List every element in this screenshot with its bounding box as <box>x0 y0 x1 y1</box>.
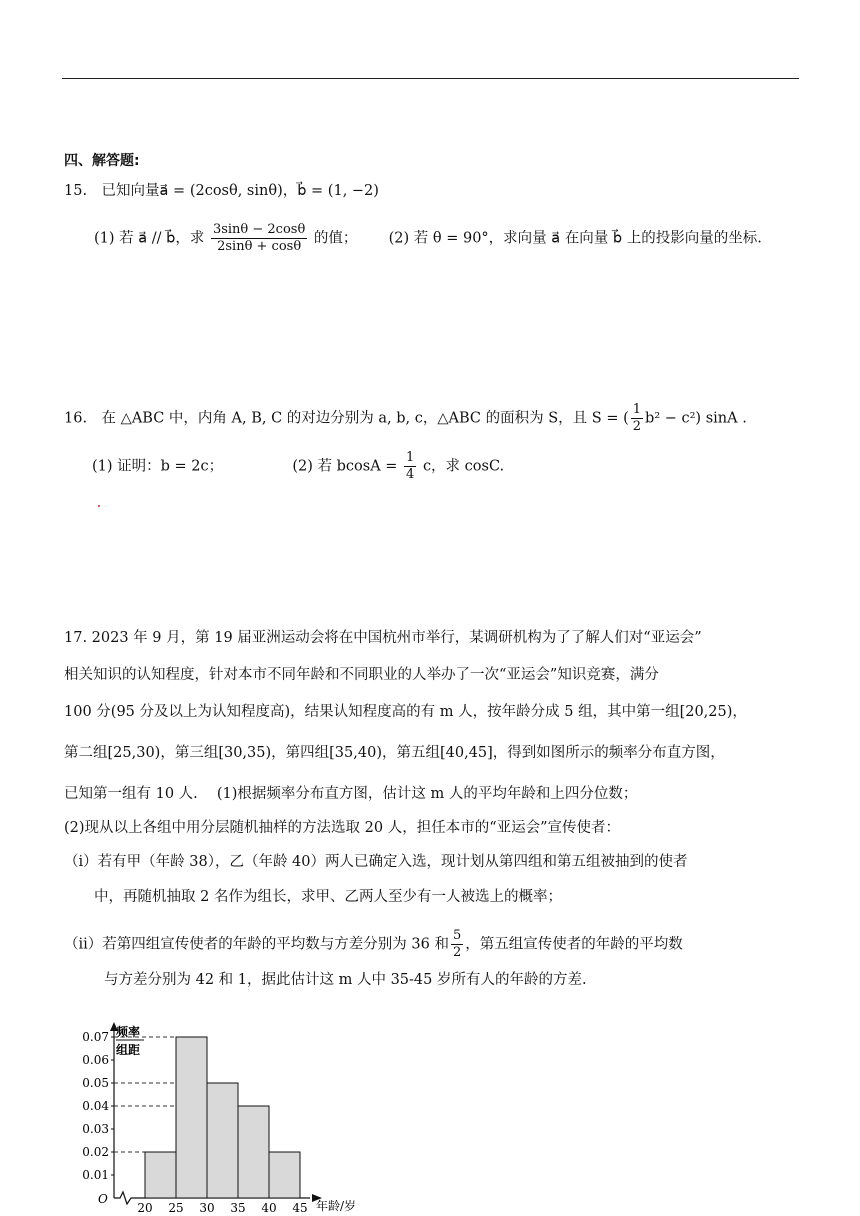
y-tick-label: 0.01 <box>82 1168 109 1182</box>
histogram-bar <box>238 1106 269 1198</box>
histogram-bar <box>207 1083 238 1198</box>
histogram-bar <box>145 1152 176 1198</box>
q17-line-9-frac-den: 2 <box>452 945 462 960</box>
q16-part2-b: c，求 cosC. <box>422 458 505 475</box>
y-label-top: 频率 <box>116 1025 141 1039</box>
q16-part1: (1) 证明：b = 2c； <box>92 458 224 475</box>
q17-line-8: 中，再随机抽取 2 名作为组长，求甲、乙两人至少有一人被选上的概率； <box>94 889 562 905</box>
y-tick-label: 0.06 <box>82 1053 109 1067</box>
x-axis-label: 年龄/岁 <box>316 1199 357 1213</box>
red-mark <box>98 505 100 507</box>
q16-stem-a: 16. 在 △ABC 中，内角 A, B, C 的对边分别为 a, b, c，△ABC 的面积为 S，且 S = ( <box>64 410 629 427</box>
x-tick-label: 25 <box>168 1201 184 1214</box>
q17-line-3: 100 分(95 分及以上为认知程度高)，结果认知程度高的有 m 人，按年龄分成 5 组，其中第一组[20,25)， <box>64 704 747 720</box>
q15-part2: (2) 若 θ = 90°，求向量 a⃗ 在向量 b⃗ 上的投影向量的坐标. <box>388 230 762 247</box>
x-tick-label: 35 <box>230 1201 246 1214</box>
q17-line-9 <box>64 928 683 961</box>
y-tick-label: 0.04 <box>82 1099 109 1113</box>
y-tick-label: 0.05 <box>82 1076 109 1090</box>
header-rule <box>62 78 799 79</box>
q17-line-7: （i）若有甲（年龄 38），乙（年龄 40）两人已确定入选，现计划从第四组和第五组被抽到的使者 <box>64 854 688 870</box>
q16-stem <box>64 402 747 435</box>
q16-stem-fraction <box>631 402 643 435</box>
q17-line-9-a: （ii）若第四组宣传使者的年龄的平均数与方差分别为 36 和 <box>64 936 449 953</box>
x-tick-label: 40 <box>261 1201 277 1214</box>
q17-line-9-fraction <box>451 928 463 961</box>
x-tick-label: 30 <box>199 1201 215 1214</box>
q16-part2-frac-den: 4 <box>406 467 415 482</box>
q17-line-6: (2)现从以上各组中用分层随机抽样的方法选取 20 人，担任本市的“亚运会”宣传使者： <box>64 820 621 836</box>
q15-stem: 15. 已知向量a⃗ = (2cosθ, sinθ)，b⃗ = (1, −2) <box>64 183 379 199</box>
histogram-marks <box>82 1030 307 1214</box>
q16-stem-frac-den: 2 <box>632 419 642 434</box>
y-tick-label: 0.03 <box>82 1122 109 1136</box>
q17-line-5: 已知第一组有 10 人. (1)根据频率分布直方图，估计这 m 人的平均年龄和上四分位数； <box>64 786 638 802</box>
q17-line-2: 相关知识的认知程度，针对本市不同年龄和不同职业的人举办了一次“亚运会”知识竞赛，满分 <box>64 667 659 683</box>
origin-label: O <box>98 1192 108 1206</box>
q15-part1-prefix: (1) 若 a⃗ // b⃗，求 <box>94 230 205 247</box>
q17-line-4: 第二组[25,30)，第三组[30,35)，第四组[35,40)，第五组[40,45]，得到如图所示的频率分布直方图， <box>64 745 725 761</box>
frequency-histogram <box>70 1018 390 1214</box>
q16-stem-frac-num: 1 <box>632 402 642 417</box>
q17-line-10: 与方差分别为 42 和 1，据此估计这 m 人中 35-45 岁所有人的年龄的方差. <box>104 972 587 988</box>
q15-part1 <box>94 222 762 255</box>
q16-part2-a: (2) 若 bcosA = <box>292 458 398 475</box>
q15-fraction <box>211 222 307 255</box>
histogram-bar <box>176 1037 207 1198</box>
x-tick-label: 20 <box>137 1201 153 1214</box>
q16-part2-frac-num: 1 <box>406 450 415 465</box>
q15-part1-suffix: 的值； <box>313 230 358 247</box>
y-tick-label: 0.07 <box>82 1030 109 1044</box>
q17-line-9-b: ，第五组宣传使者的年龄的平均数 <box>465 936 683 953</box>
x-tick-label: 45 <box>292 1201 308 1214</box>
q17-line-1: 17. 2023 年 9 月，第 19 届亚洲运动会将在中国杭州市举行，某调研机构为了了解人们对“亚运会” <box>64 630 702 646</box>
q17-line-9-frac-num: 5 <box>452 928 462 943</box>
q15-frac-num: 3sinθ − 2cosθ <box>212 222 306 237</box>
q16-stem-b: b² − c²) sinA . <box>645 410 747 427</box>
q16-parts <box>92 450 504 483</box>
q16-part2-fraction <box>404 450 416 483</box>
y-tick-label: 0.02 <box>82 1145 109 1159</box>
section-title: 四、解答题: <box>64 153 140 169</box>
y-label-bottom: 组距 <box>116 1043 141 1057</box>
q15-frac-den: 2sinθ + cosθ <box>217 239 302 254</box>
histogram-bar <box>269 1152 300 1198</box>
